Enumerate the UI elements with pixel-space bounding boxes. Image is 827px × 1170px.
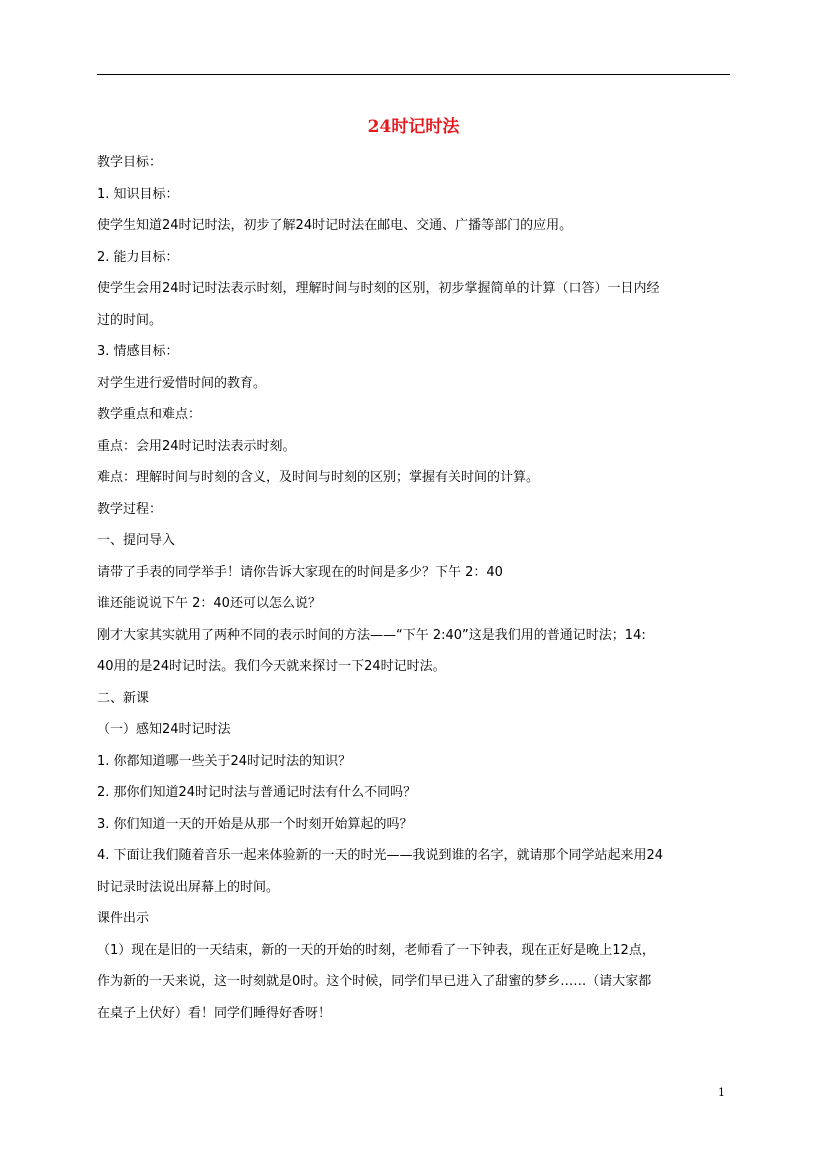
- text-line: （一）感知24时记时法: [97, 722, 231, 737]
- document-body: [97, 147, 737, 1029]
- text-line: 1. 知识目标：: [97, 186, 179, 202]
- text-line: 谁还能说说下午 2：40还可以怎么说？: [97, 596, 321, 611]
- text-line: 教学目标：: [97, 155, 163, 170]
- text-line: 课件出示: [97, 911, 150, 926]
- text-line: 二、新课: [97, 690, 150, 706]
- text-line: 4. 下面让我们随着音乐一起来体验新的一天的时光——我说到谁的名字，就请那个同学站起来用24: [97, 848, 664, 863]
- text-line: （1）现在是旧的一天结束，新的一天的开始的时刻，老师看了一下钟表，现在正好是晚上12点，: [97, 942, 655, 958]
- text-line: 3. 你们知道一天的开始是从那一个时刻开始算起的吗？: [97, 816, 413, 832]
- text-line: 刚才大家其实就用了两种不同的表示时间的方法——“下午 2:40”这是我们用的普通记时法；14:: [97, 627, 646, 643]
- text-line: 过的时间。: [97, 312, 163, 328]
- text-line: 对学生进行爱惜时间的教育。: [97, 375, 267, 391]
- text-line: 3. 情感目标：: [97, 344, 179, 359]
- header-rule: [97, 74, 730, 75]
- text-line: 教学过程：: [97, 501, 163, 517]
- text-line: 时记录时法说出屏幕上的时间。: [97, 879, 280, 895]
- text-line: 重点：会用24时记时法表示时刻。: [97, 438, 296, 454]
- page-number: 1: [718, 1086, 725, 1099]
- text-line: 教学重点和难点：: [97, 407, 202, 422]
- text-line: 使学生会用24时记时法表示时刻，理解时间与时刻的区别，初步掌握简单的计算（口答）一日内经: [97, 281, 660, 296]
- text-line: 一、提问导入: [97, 533, 176, 548]
- text-line: 请带了手表的同学举手！请你告诉大家现在的时间是多少？下午 2：40: [97, 564, 503, 580]
- text-line: 使学生知道24时记时法，初步了解24时记时法在邮电、交通、广播等部门的应用。: [97, 218, 573, 233]
- text-line: 1. 你都知道哪一些关于24时记时法的知识？: [97, 753, 352, 769]
- text-line: 40用的是24时记时法。我们今天就来探讨一下24时记时法。: [97, 659, 446, 674]
- document-title: 24时记时法: [367, 117, 460, 137]
- text-line: 2. 能力目标：: [97, 249, 179, 265]
- text-line: 难点：理解时间与时刻的含义，及时间与时刻的区别；掌握有关时间的计算。: [97, 470, 540, 485]
- text-line: 在桌子上伏好）看！同学们睡得好香呀！: [97, 1005, 332, 1021]
- text-line: 作为新的一天来说，这一时刻就是0时。这个时候，同学们早已进入了甜蜜的梦乡……（请大家都: [97, 974, 652, 989]
- text-line: 2. 那你们知道24时记时法与普通记时法有什么不同吗？: [97, 785, 417, 800]
